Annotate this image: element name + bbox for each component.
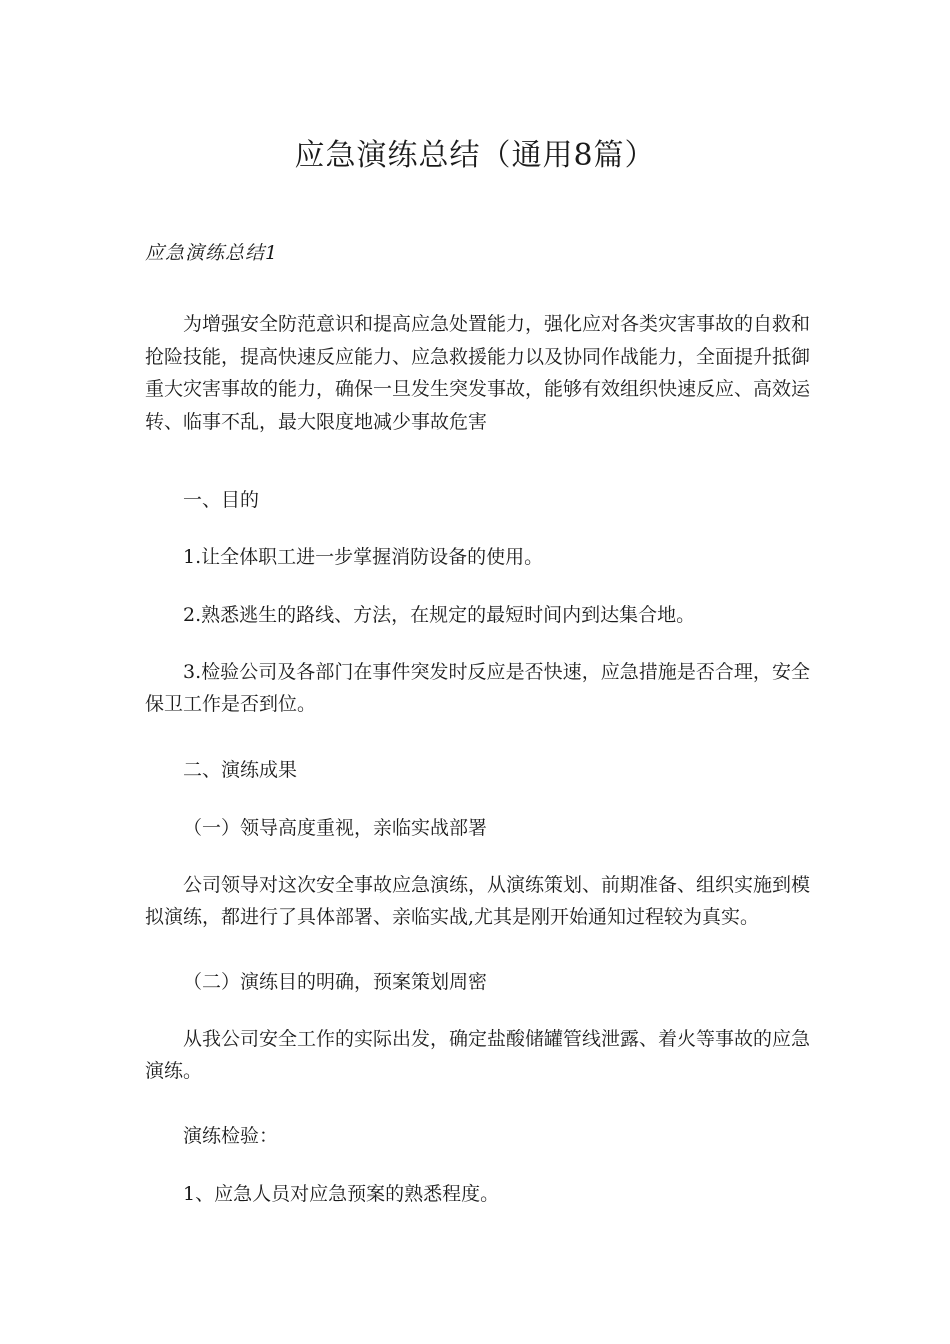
paragraph-leadership: 公司领导对这次安全事故应急演练，从演练策划、前期准备、组织实施到模拟演练，都进行了具体部署、亲临实战,尤其是刚开始通知过程较为真实。 (145, 874, 811, 928)
drill-check-item-1: 1、应急人员对应急预案的熟悉程度。 (183, 1183, 500, 1205)
paragraph-planning: 从我公司安全工作的实际出发，确定盐酸储罐管线泄露、着火等事故的应急演练。 (145, 1028, 811, 1082)
purpose-item-3: 3.检验公司及各部门在事件突发时反应是否快速，应急措施是否合理，安全保卫工作是否到位。 (145, 661, 810, 715)
subheading-planning: （二）演练目的明确，预案策划周密 (183, 971, 488, 993)
heading-drill-check: 演练检验： (183, 1125, 279, 1147)
section-heading: 应急演练总结1 (145, 242, 279, 264)
paragraph-intro: 为增强安全防范意识和提高应急处置能力，强化应对各类灾害事故的自救和抢险技能，提高快速反应能力、应急救援能力以及协同作战能力，全面提升抵御重大灾害事故的能力，确保一旦发生突发事故，能够有效组织快速反应、高效运转、临事不乱，最大限度地减少事故危害 (145, 313, 811, 433)
subheading-leadership: （一）领导高度重视，亲临实战部署 (183, 817, 488, 839)
heading-results: 二、演练成果 (183, 759, 298, 781)
purpose-item-1: 1.让全体职工进一步掌握消防设备的使用。 (183, 546, 544, 568)
heading-purpose: 一、目的 (183, 489, 260, 511)
document-title: 应急演练总结（通用8篇） (294, 138, 656, 173)
purpose-item-2: 2.熟悉逃生的路线、方法，在规定的最短时间内到达集合地。 (183, 604, 696, 626)
